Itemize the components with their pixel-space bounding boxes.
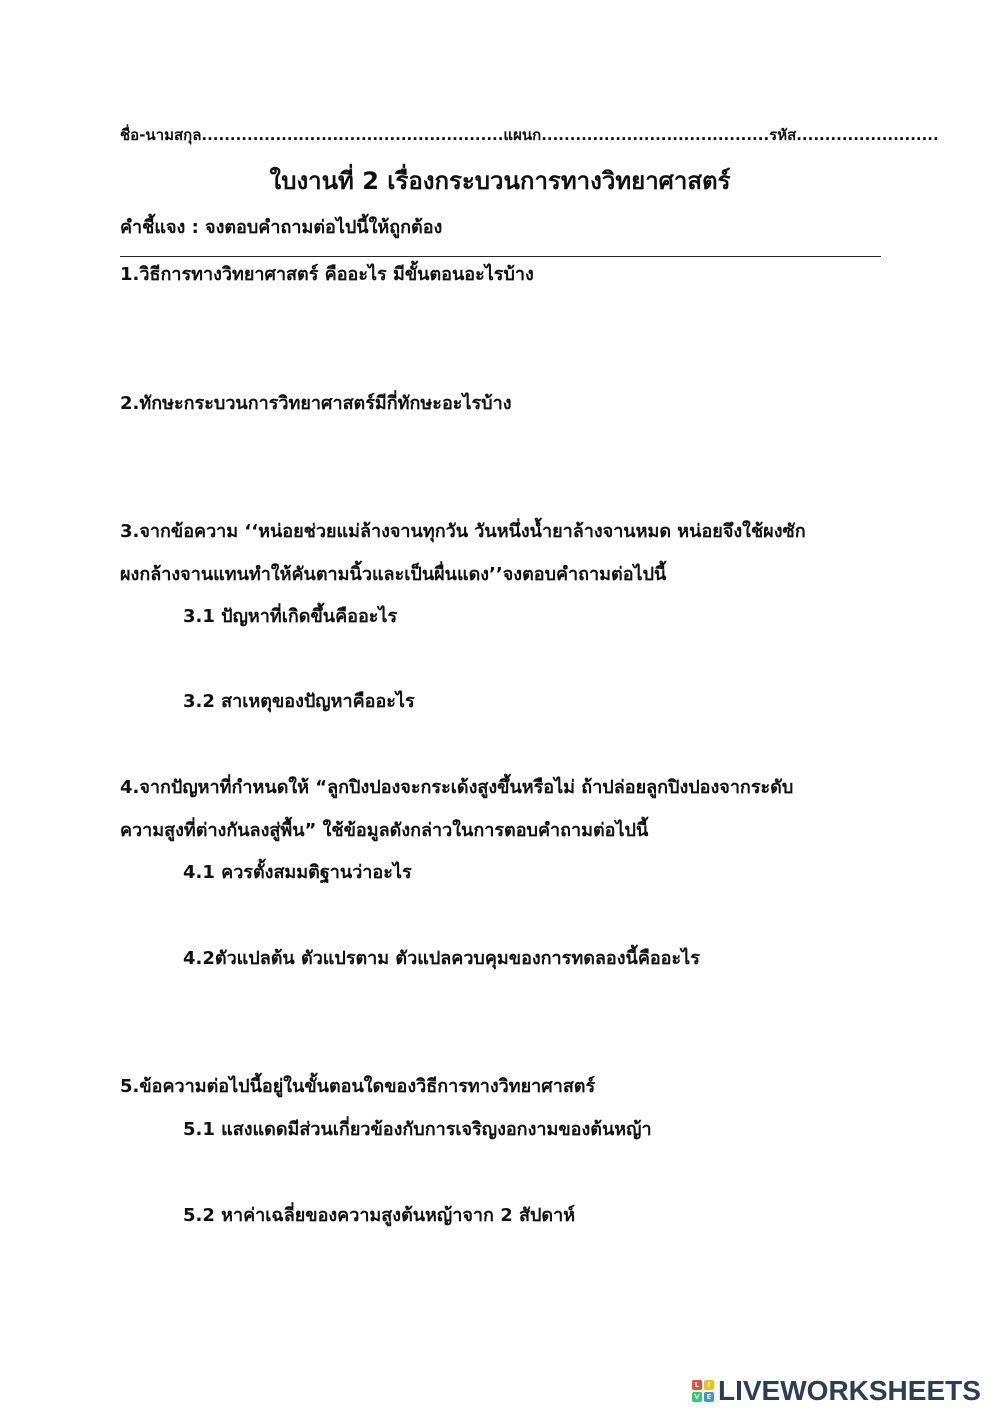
liveworksheets-logo-icon bbox=[692, 1380, 714, 1402]
question-3-1: 3.1 ปัญหาที่เกิดขึ้นคืออะไร bbox=[183, 606, 398, 627]
question-5: 5.ข้อความต่อไปนี้อยู่ในขั้นตอนใดของวิธีการทางวิทยาศาสตร์ bbox=[120, 1076, 596, 1097]
logo-text: LIVEWORKSHEETS bbox=[718, 1375, 981, 1406]
header-divider bbox=[120, 256, 881, 257]
question-3-2: 3.2 สาเหตุของปัญหาคืออะไร bbox=[183, 691, 415, 712]
question-5-2: 5.2 หาค่าเฉลี่ยของความสูงต้นหญ้าจาก 2 สัปดาห์ bbox=[183, 1205, 576, 1226]
logo-tile-v: V bbox=[692, 1392, 702, 1402]
question-3-line-2: ผงกล้างจานแทนทำให้คันตามนิ้วและเป็นผื่นแดง’’จงตอบคำถามต่อไปนี้ bbox=[120, 564, 667, 585]
instructions: คำชี้แจง : จงตอบคำถามต่อไปนี้ให้ถูกต้อง bbox=[120, 217, 443, 238]
liveworksheets-logo bbox=[692, 1375, 981, 1406]
student-info-line: ชื่อ-นามสกุล.....................................................แผนก........................................รหัส......................... bbox=[120, 126, 939, 144]
question-2: 2.ทักษะกระบวนการวิทยาศาสตร์มีกี่ทักษะอะไรบ้าง bbox=[120, 393, 512, 414]
question-4-1: 4.1 ควรตั้งสมมติฐานว่าอะไร bbox=[183, 862, 412, 883]
question-5-1: 5.1 แสงแดดมีส่วนเกี่ยวข้องกับการเจริญงอกงามของต้นหญ้า bbox=[183, 1119, 652, 1140]
logo-tile-l: L bbox=[692, 1380, 702, 1390]
worksheet-title: ใบงานที่ 2 เรื่องกระบวนการทางวิทยาศาสตร์ bbox=[269, 167, 731, 195]
question-3-line-1: 3.จากข้อความ ‘‘หน่อยช่วยแม่ล้างจานทุกวัน วันหนึ่งน้ำยาล้างจานหมด หน่อยจึงใช้ผงซัก bbox=[120, 521, 806, 542]
question-4-line-2: ความสูงที่ต่างกันลงสู่พื้น” ใช้ข้อมูลดังกล่าวในการตอบคำถามต่อไปนี้ bbox=[120, 820, 649, 841]
logo-tile-e: E bbox=[704, 1392, 714, 1402]
logo-tile-i: I bbox=[704, 1380, 714, 1390]
question-1: 1.วิธีการทางวิทยาศาสตร์ คืออะไร มีขั้นตอนอะไรบ้าง bbox=[120, 264, 534, 285]
question-4-2: 4.2ตัวแปลต้น ตัวแปรตาม ตัวแปลควบคุมของการทดลองนี้คืออะไร bbox=[183, 948, 700, 969]
question-4-line-1: 4.จากปัญหาที่กำหนดให้ “ลูกปิงปองจะกระเด้งสูงขึ้นหรือไม่ ถ้าปล่อยลูกปิงปองจากระดับ bbox=[120, 777, 794, 798]
